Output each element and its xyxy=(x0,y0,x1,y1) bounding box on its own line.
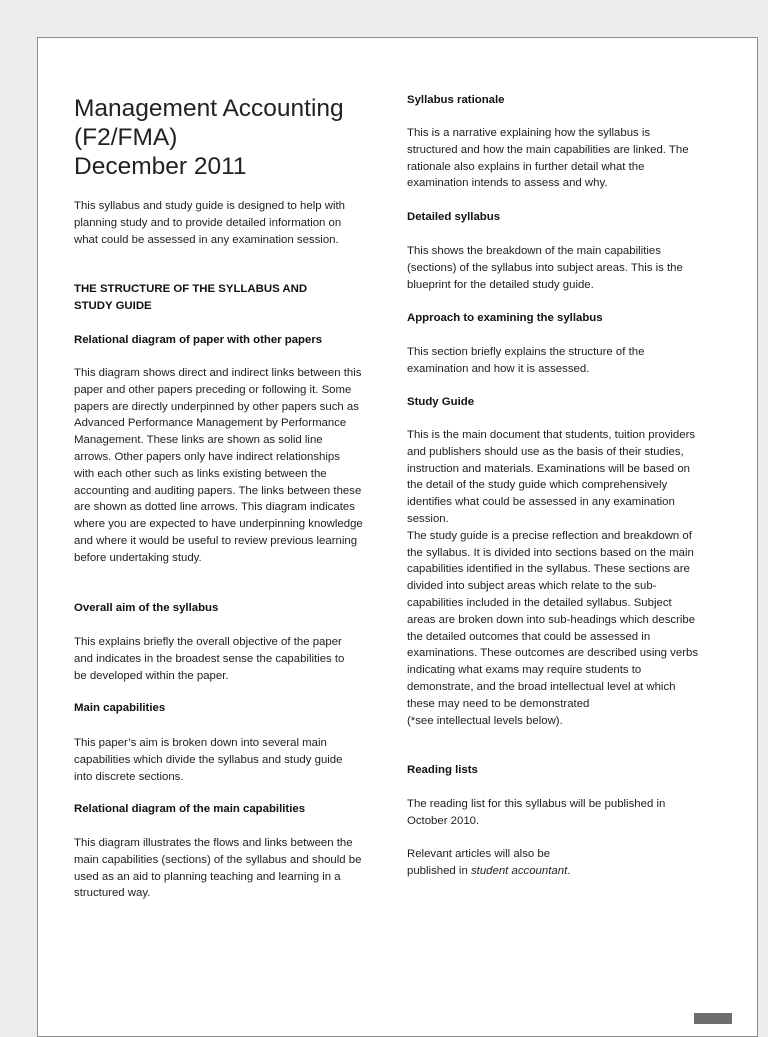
section-heading-approach: Approach to examining the syllabus xyxy=(407,312,603,324)
section-heading-main-capabilities: Main capabilities xyxy=(74,702,166,714)
study-guide-paragraph-1: This is the main document that students, tuition providers and publishers should use as the basis of their studies, instruction and materials. Examinations will be based on the detail of the study guide which comprehensively identifies what could be assessed in any examination session. xyxy=(407,429,696,525)
section-body-study-guide xyxy=(407,427,699,729)
articles-line-2-suffix: . xyxy=(567,864,571,877)
section-body-syllabus-rationale-text: This is a narrative explaining how the syllabus is structured and how the main capabilities are linked. The rationale also explains in further detail what the examination intends to assess and why. xyxy=(407,127,689,190)
intro-paragraph xyxy=(74,198,354,248)
structure-heading-line2: STUDY GUIDE xyxy=(74,299,152,312)
section-heading-syllabus-rationale: Syllabus rationale xyxy=(407,94,505,106)
articles-publication-name: student accountant xyxy=(470,864,568,877)
articles-line-2-prefix: published in xyxy=(407,864,471,877)
section-body-relational-capabilities-text: This diagram illustrates the flows and links between the main capabilities (sections) of the syllabus and should be used as an aid to planning teaching and learning in a structured way. xyxy=(74,837,362,900)
section-heading-reading-lists: Reading lists xyxy=(407,764,478,776)
section-body-overall-aim-text: This explains briefly the overall objective of the paper and indicates in the broadest sense the capabilities to be developed within the paper. xyxy=(74,636,345,682)
section-body-reading-lists xyxy=(407,796,699,830)
intro-text: This syllabus and study guide is designed to help with planning study and to provide detailed information on what could be assessed in any examination session. xyxy=(74,200,346,246)
section-body-main-capabilities xyxy=(74,735,359,785)
section-body-approach xyxy=(407,344,699,378)
section-body-main-capabilities-text: This paper’s aim is broken down into several main capabilities which divide the syllabus and study guide into discrete sections. xyxy=(74,737,343,783)
section-heading-relational-papers: Relational diagram of paper with other papers xyxy=(74,334,323,346)
section-heading-overall-aim: Overall aim of the syllabus xyxy=(74,602,219,614)
structure-heading xyxy=(74,281,364,315)
document-page xyxy=(37,37,758,1037)
section-heading-detailed-syllabus: Detailed syllabus xyxy=(407,211,501,223)
section-body-detailed-syllabus xyxy=(407,243,699,293)
title-line-2: (F2/FMA) xyxy=(74,124,178,151)
section-heading-relational-capabilities: Relational diagram of the main capabilities xyxy=(74,803,306,815)
reading-lists-text: The reading list for this syllabus will be published in October 2010. xyxy=(407,798,666,827)
section-body-syllabus-rationale xyxy=(407,125,699,192)
section-heading-study-guide: Study Guide xyxy=(407,396,475,408)
page-corner-tab xyxy=(694,1013,732,1024)
title-line-3: December 2011 xyxy=(74,153,247,180)
articles-note xyxy=(407,846,699,880)
structure-heading-line1: THE STRUCTURE OF THE SYLLABUS AND xyxy=(74,283,308,295)
section-body-relational-capabilities xyxy=(74,835,363,902)
articles-line-2 xyxy=(407,863,699,880)
section-body-relational-papers-text: This diagram shows direct and indirect links between this paper and other papers preceding or following it. Some papers are directly underpinned by other papers such as Advanced Performance Management by Performance Management. These links are shown as solid line arrows. Other papers only have indirect relationships with each other such as links existing between the accounting and auditing papers. The links between these are shown as dotted line arrows. This diagram indicates where you are expected to have underpinning knowledge and where it would be useful to review previous learning before undertaking study. xyxy=(74,367,363,564)
section-body-relational-papers xyxy=(74,365,363,567)
section-body-detailed-syllabus-text: This shows the breakdown of the main capabilities (sections) of the syllabus into subject areas. This is the blueprint for the detailed study guide. xyxy=(407,245,683,291)
section-body-overall-aim xyxy=(74,634,359,684)
section-body-approach-text: This section briefly explains the structure of the examination and how it is assessed. xyxy=(407,346,645,375)
title-line-1: Management Accounting xyxy=(74,95,344,122)
study-guide-paragraph-2: The study guide is a precise reflection and breakdown of the syllabus. It is divided into sections based on the main capabilities identified in the syllabus. These sections are divided into subject areas which relate to the sub-capabilities included in the detailed syllabus. Subject areas are broken down into sub-headings which describe the detailed outcomes that could be assessed in examinations. These outcomes are described using verbs indicating what exams may require students to demonstrate, and the broad intellectual level at which these may need to be demonstrated xyxy=(407,529,699,710)
study-guide-paragraph-3: (*see intellectual levels below). xyxy=(407,714,563,727)
articles-line-1: Relevant articles will also be xyxy=(407,848,551,860)
page-title xyxy=(74,94,374,181)
